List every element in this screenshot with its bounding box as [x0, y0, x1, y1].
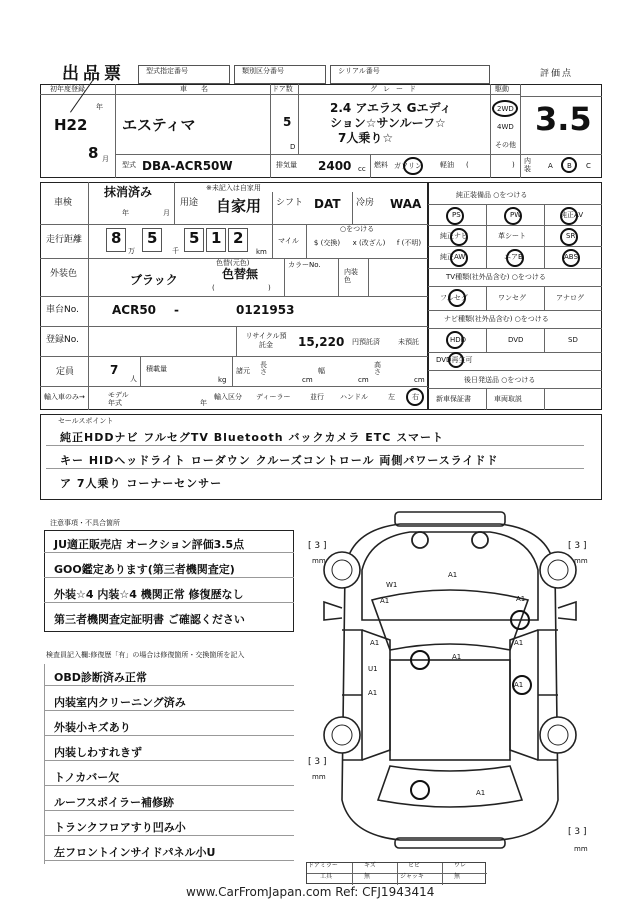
- inspector-line-4: 内装しわすれきず: [44, 739, 294, 761]
- jack-value: 無: [454, 873, 461, 880]
- wheel-front-left: [324, 552, 360, 588]
- displacement-value: 2400: [318, 159, 352, 173]
- interior-label: 内装: [524, 157, 531, 173]
- displacement-label: 排気量: [276, 161, 297, 169]
- wheel-rear-left: [324, 717, 360, 753]
- model-value: DBA-ACR50W: [142, 159, 233, 173]
- grade-label: グレード: [370, 85, 422, 93]
- equip-airbag: エアB: [504, 253, 523, 261]
- equip-sr: SR: [566, 232, 576, 240]
- equip-abs: ABS: [564, 253, 578, 261]
- shaken-value: 抹消済み: [104, 185, 153, 199]
- chassis-dash: -: [174, 303, 179, 317]
- length-cm: cm: [302, 376, 313, 384]
- shaken-label: 車検: [54, 198, 73, 208]
- mileage-km: km: [256, 248, 267, 256]
- car-condition-diagram: [300, 510, 600, 850]
- chassis-label: 車台No.: [46, 305, 79, 315]
- handle-label: ハンドル: [340, 393, 368, 401]
- doors-value: 5: [283, 115, 292, 129]
- model-year-label: モデル年式: [108, 391, 129, 408]
- inspector-line-2: 内装室内クリーニング済み: [44, 689, 294, 711]
- first-reg-month: 8: [88, 144, 99, 162]
- mark-left-rear-door: U1: [368, 665, 378, 673]
- interior-grade-b: B: [567, 162, 572, 170]
- mileage-sen: 千: [172, 247, 179, 255]
- model-code-label: 型式指定番号: [146, 67, 188, 75]
- grade-line-3: 7人乗り☆: [338, 131, 394, 145]
- mark-windshield-left: A1: [380, 597, 390, 605]
- tool-label: 工具: [320, 873, 333, 880]
- equip-airbag-circle: [506, 249, 524, 267]
- equip-navi: 純正ナビ: [440, 232, 468, 240]
- interior-grade-circle: [561, 157, 577, 173]
- equip-av-circle: [560, 207, 578, 225]
- tool-value: 無: [364, 873, 371, 880]
- nav-hdd: HDD: [450, 336, 467, 344]
- inspector-line-3: 外装小キズあり: [44, 714, 294, 736]
- recycle-label: リサイクル預託金: [245, 332, 287, 350]
- mileage-digit-3: 5: [189, 229, 200, 247]
- mile-opt-tamper: x (改ざん): [352, 239, 386, 247]
- note-line-4: 第三者機関査定証明書 ご確認ください: [54, 613, 245, 626]
- inspector-line-6: ルーフスポイラー補修跡: [44, 789, 294, 811]
- equip-aw: 純正AW: [440, 253, 466, 261]
- nav-title: ナビ種類(社外品含む) ○をつける: [444, 315, 549, 323]
- mile-label: マイル: [278, 237, 299, 245]
- length-label: 長さ: [260, 361, 267, 376]
- score-label: 評価点: [540, 69, 574, 79]
- model-label: 型式: [122, 161, 136, 169]
- chassis-prefix: ACR50: [112, 303, 157, 317]
- interior-color-label: 内装色: [344, 268, 358, 285]
- drive-2wd: 2WD: [497, 105, 514, 113]
- import-dealer: ディーラー: [256, 393, 291, 401]
- chassis-number: 0121953: [236, 303, 295, 317]
- jack-label: ジャッキ: [400, 873, 424, 880]
- shaken-year: 年: [122, 209, 129, 217]
- mileage-digit-5: 2: [233, 229, 244, 247]
- selling-point-line-2: キー HIDヘッドライト ローダウン クルーズコントロール 両側パワースライドド: [46, 447, 584, 469]
- equipment-title: 純正装備品 ○をつける: [456, 191, 528, 199]
- fuel-gasoline: ガソリン: [394, 162, 422, 170]
- mark-right-fender: A1: [516, 595, 526, 603]
- height-label: 高さ: [374, 361, 381, 376]
- equip-sr-circle: [560, 228, 578, 246]
- fuel-paren-open: (: [466, 161, 469, 169]
- tv-title: TV種類(社外品含む) ○をつける: [446, 273, 546, 281]
- drive-label: 駆動: [495, 85, 509, 93]
- tread-rear-right: [ 3 ]: [568, 827, 587, 837]
- color-change-value: 色替無: [222, 267, 259, 281]
- width-label: 幅: [318, 367, 325, 375]
- selling-point-line-3: ア 7人乗り コーナーセンサー: [60, 477, 223, 490]
- fuel-circle: [403, 157, 423, 175]
- color-change-label: 色替(元色): [216, 259, 250, 267]
- grade-line-1: 2.4 アエラス Gエディ: [330, 101, 452, 115]
- wheel-rear-right: [540, 717, 576, 753]
- equip-navi-circle: [450, 228, 468, 246]
- mark-left-front-wheel: W1: [386, 581, 398, 589]
- tv-oneseg: ワンセグ: [498, 294, 526, 302]
- inspector-line-1: OBD診断済み正常: [44, 664, 294, 686]
- mirror-header-4: ワレ: [454, 862, 467, 869]
- grade-line-2: ション☆サンルーフ☆: [330, 116, 446, 130]
- shaken-month: 月: [163, 209, 170, 217]
- ac-value: WAA: [390, 197, 422, 211]
- mile-opt-unknown: f (不明): [396, 239, 422, 247]
- interior-grade-c: C: [586, 162, 591, 170]
- mile-note: ○をつける: [340, 225, 375, 233]
- recycle-value: 15,220: [298, 335, 345, 349]
- usage-value: 自家用: [216, 197, 262, 215]
- shift-label: シフト: [276, 198, 304, 208]
- wheel-front-right: [540, 552, 576, 588]
- load-kg: kg: [218, 376, 227, 384]
- month-unit: 月: [102, 155, 109, 163]
- mileage-man: 万: [128, 247, 135, 255]
- score-value: 3.5: [535, 100, 592, 138]
- mirror-header-3: ヒビ: [408, 862, 421, 869]
- dvd-playback-circle: [448, 352, 464, 368]
- mileage-label: 走行距離: [46, 235, 83, 245]
- drive-other: その他: [495, 141, 516, 149]
- tv-fullseg: フルセグ: [440, 294, 468, 302]
- capacity-value: 7: [110, 363, 119, 377]
- equip-av: 純正AV: [560, 211, 584, 219]
- mark-right-door-front: A1: [514, 639, 524, 647]
- import-parallel: 並行: [310, 393, 324, 401]
- inspector-line-7: トランクフロアすり凹み小: [44, 814, 294, 836]
- mileage-digit-2: 5: [147, 229, 158, 247]
- nav-dvd: DVD: [508, 336, 524, 344]
- class-code-label: 類別区分番号: [242, 67, 284, 75]
- equip-pw: PW: [510, 211, 522, 219]
- selling-points-label: セールスポイント: [58, 417, 114, 425]
- color-label: 外装色: [50, 269, 78, 279]
- load-label: 積載量: [146, 365, 167, 373]
- import-label: 輸入車のみ→: [44, 393, 85, 401]
- color-paren-open: (: [212, 284, 215, 292]
- tread-front-right: [ 3 ]: [568, 541, 587, 551]
- after-manual: 車両取説: [494, 395, 522, 403]
- import-type-label: 輸入区分: [214, 393, 242, 401]
- damage-circle-3: [411, 781, 429, 799]
- fuel-diesel: 軽油: [440, 161, 454, 169]
- handle-right-circle: [406, 388, 424, 406]
- model-year-suffix: 年: [200, 399, 207, 407]
- height-cm: cm: [414, 376, 425, 384]
- mark-left-door-front: A1: [370, 639, 380, 647]
- form-title: 出品票: [62, 64, 125, 84]
- tread-front-right-mm: mm: [574, 557, 588, 565]
- note-line-2: GOO鑑定あります(第三者機関査定): [44, 556, 294, 578]
- equip-ps: PS: [452, 211, 461, 219]
- mark-right-rear: A1: [514, 681, 524, 689]
- car-name: エスティマ: [122, 116, 196, 134]
- mark-left-rear-quarter: A1: [368, 689, 378, 697]
- car-name-label: 車名: [180, 85, 222, 93]
- dims-label: 諸元: [236, 367, 250, 375]
- tread-front-left-mm: mm: [312, 557, 326, 565]
- recycle-deposited: 円預託済: [352, 338, 380, 346]
- note-line-3: 外装☆4 内装☆4 機関正常 修復歴なし: [44, 581, 294, 603]
- mirror-header-1: ドアミラー: [308, 862, 338, 869]
- mileage-digit-1: 8: [111, 229, 122, 247]
- usage-note: ※未記入は自家用: [206, 184, 261, 192]
- tread-rear-left: [ 3 ]: [308, 757, 327, 767]
- color-value: ブラック: [130, 273, 178, 287]
- mirror-header-2: キズ: [364, 862, 376, 869]
- width-cm: cm: [358, 376, 369, 384]
- shift-value: DAT: [314, 197, 341, 211]
- equip-abs-circle: [562, 249, 580, 267]
- dvd-playback: DVD再生可: [436, 356, 473, 364]
- recycle-not: 未預託: [398, 338, 419, 346]
- watermark: www.CarFromJapan.com Ref: CFJ1943414: [186, 885, 435, 899]
- color-no-label: カラーNo.: [288, 261, 321, 269]
- first-reg-year: H22: [54, 116, 88, 134]
- equip-aw-circle: [450, 249, 468, 267]
- handle-right: 右: [412, 393, 419, 401]
- inspector-label: 検査員記入欄:修復歴「有」の場合は修復箇所・交換箇所を記入: [46, 651, 245, 659]
- capacity-unit: 人: [130, 375, 137, 383]
- ac-label: 冷房: [356, 198, 375, 208]
- capacity-label: 定員: [56, 367, 75, 377]
- after-warranty: 新車保証書: [436, 395, 471, 403]
- note-line-1: JU適正販売店 オークション評価3.5点: [44, 531, 294, 553]
- inspector-line-5: トノカバー欠: [44, 764, 294, 786]
- inspector-line-8: 左フロントインサイドパネル小U: [44, 839, 294, 861]
- equip-ps-circle: [446, 207, 464, 225]
- after-title: 後日発送品 ○をつける: [464, 376, 536, 384]
- notes-label: 注意事項・不具合箇所: [50, 519, 120, 527]
- mile-opt-exchange: $ (交換): [313, 239, 341, 247]
- nav-sd: SD: [568, 336, 578, 344]
- fuel-label: 燃料: [374, 161, 388, 169]
- tread-front-left: [ 3 ]: [308, 541, 327, 551]
- tv-analog: アナログ: [556, 294, 584, 302]
- doors-sub: D: [290, 143, 296, 151]
- fuel-paren-close: ): [512, 161, 515, 169]
- handle-left: 左: [388, 393, 395, 401]
- nav-hdd-circle: [446, 331, 467, 349]
- interior-grade-a: A: [548, 162, 553, 170]
- mark-roof: A1: [452, 653, 462, 661]
- tread-rear-left-mm: mm: [312, 773, 326, 781]
- equip-leather: 革シート: [498, 232, 526, 240]
- drive-4wd: 4WD: [497, 123, 514, 131]
- mileage-digit-4: 1: [211, 229, 222, 247]
- equip-pw-circle: [504, 207, 522, 225]
- color-paren-close: ): [268, 284, 271, 292]
- selling-point-line-1: 純正HDDナビ フルセグTV Bluetooth バックカメラ ETC スマート: [46, 424, 584, 446]
- reg-label: 登録No.: [46, 335, 79, 345]
- serial-label: シリアル番号: [338, 67, 380, 75]
- mark-front-bumper: A1: [448, 571, 458, 579]
- cc-unit: cc: [358, 165, 366, 173]
- drive-2wd-circle: [492, 100, 518, 117]
- year-unit: 年: [96, 103, 103, 111]
- doors-label: ドア数: [272, 85, 293, 93]
- tread-rear-right-mm: mm: [574, 845, 588, 853]
- mark-rear-bumper: A1: [476, 789, 486, 797]
- tv-fullseg-circle: [448, 289, 466, 307]
- first-reg-label: 初年度登録: [50, 85, 85, 93]
- usage-label: 用途: [180, 198, 199, 208]
